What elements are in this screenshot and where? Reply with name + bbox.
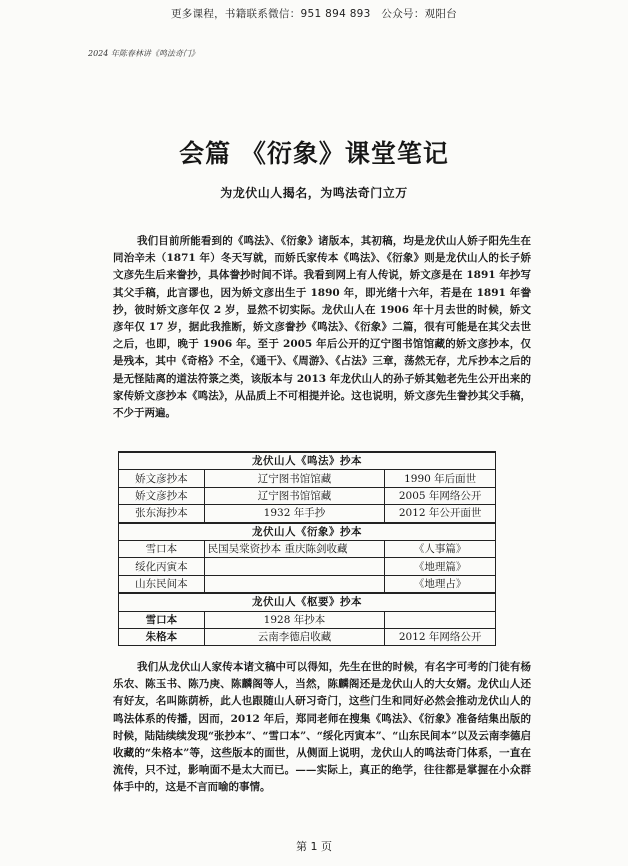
page-number: 第 1 页 (296, 840, 332, 853)
table-cell: 1928 年抄本 (204, 611, 385, 628)
table-cell: 张东海抄本 (119, 505, 205, 523)
table-cell: 娇文彦抄本 (119, 487, 205, 504)
table-cell (204, 575, 385, 593)
table-row (119, 628, 496, 645)
table-section-header (119, 452, 496, 470)
page-subtitle: 为龙伏山人揭名，为鸣法奇门立万 (220, 186, 408, 200)
manuscript-table (118, 451, 496, 646)
table-cell: 1990 年后面世 (385, 470, 496, 487)
table-row (119, 575, 496, 593)
table-cell (204, 558, 385, 575)
table-section-header (119, 593, 496, 611)
table-row (119, 505, 496, 523)
top-banner: 更多课程，书籍联系微信：951 894 893 公众号：观阳台 (170, 8, 458, 20)
table-cell: 绥化丙寅本 (119, 558, 205, 575)
table-row (119, 487, 496, 504)
table-cell: 《地理篇》 (385, 558, 496, 575)
table-cell: 2012 年公开面世 (385, 505, 496, 523)
table-cell: 雪口本 (119, 611, 205, 628)
paragraph-1: 我们目前所能看到的《鸣法》、《衍象》诸版本，其初稿，均是龙伏山人娇子阳先生在同治辛未（1871 年）冬天写就，而娇氏家传本《鸣法》、《衍象》则是龙伏山人的长子娇文彦先生后来誊抄，具体誊抄时间不详。我看到网上有人传说，娇文彦是在 1891 年抄写其父手稿，此言谬也，因为娇文彦出生于 1890 年，即光绪十六年，若是在 1891 年誊抄，彼时娇文彦年仅 2 岁，显然不切实际。龙伏山人在 1906 年十月去世的时候，娇文彦年仅 17 岁，据此我推断，娇文彦誊抄《鸣法》、《衍象》二篇，很有可能是在其父去世之后，也即，晚于 1906 年。至于 2005 年后公开的辽宁图书馆馆藏的娇文彦抄本，仅是残本，其中《奇格》不全，《通干》、《周游》、《占法》三章，荡然无存，尤斥抄本之后的是无怪陆离的道法符箓之类，该版本与 2013 年龙伏山人的孙子娇其勉老先生公开出来的家传娇文彦抄本《鸣法》，从品质上不可相提并论。这也说明，娇文彦先生誊抄其父手稿，不少于两遍。 (113, 235, 531, 420)
table-section-header (119, 523, 496, 541)
table-cell: 辽宁图书馆馆藏 (204, 470, 385, 487)
paragraph-2: 我们从龙伏山人家传本诸文稿中可以得知，先生在世的时候，有名字可考的门徒有杨乐农、陈玉书、陈乃庚、陈麟阁等人，当然，陈麟阁还是龙伏山人的大女婿。龙伏山人还有好友，名叫陈荫桥，此人也跟随山人研习奇门，这些门生和同好必然会推动龙伏山人的鸣法体系的传播，因而，2012 年后，郑同老师在搜集《鸣法》、《衍象》准备结集出版的时候，陆陆续续发现“张抄本”、“雪口本”、“绥化丙寅本”、“山东民间本”以及云南李德启收藏的“朱格本”等，这些版本的面世，从侧面上说明，龙伏山人的鸣法奇门体系，一直在流传，只不过，影响面不是太大而已。——实际上，真正的绝学，往往都是掌握在小众群体手中的，这是不言而喻的事情。 (113, 661, 531, 794)
table-cell: 山东民间本 (119, 575, 205, 593)
table-cell: 辽宁图书馆馆藏 (204, 487, 385, 504)
table-cell (385, 611, 496, 628)
table-row (119, 470, 496, 487)
header-note: 2024 年陈春林讲《鸣法奇门》 (88, 49, 199, 58)
table-cell: 1932 年手抄 (204, 505, 385, 523)
section-header-minfa: 龙伏山人《鸣法》抄本 (119, 452, 496, 470)
table-row (119, 540, 496, 557)
table-cell: 朱格本 (119, 628, 205, 645)
table-cell: 娇文彦抄本 (119, 470, 205, 487)
table-cell: 2012 年网络公开 (385, 628, 496, 645)
table-cell: 云南李德启收藏 (204, 628, 385, 645)
table-cell: 民国吴棠资抄本 重庆陈剑收藏 (204, 540, 385, 557)
section-header-shuyao: 龙伏山人《枢要》抄本 (119, 593, 496, 611)
table-cell: 《人事篇》 (385, 540, 496, 557)
section-header-yanxiang: 龙伏山人《衍象》抄本 (119, 523, 496, 541)
table-cell: 雪口本 (119, 540, 205, 557)
table-cell: 2005 年网络公开 (385, 487, 496, 504)
table-row (119, 558, 496, 575)
table-cell: 《地理占》 (385, 575, 496, 593)
page-title: 会篇 《衍象》课堂笔记 (179, 139, 449, 168)
table-row (119, 611, 496, 628)
